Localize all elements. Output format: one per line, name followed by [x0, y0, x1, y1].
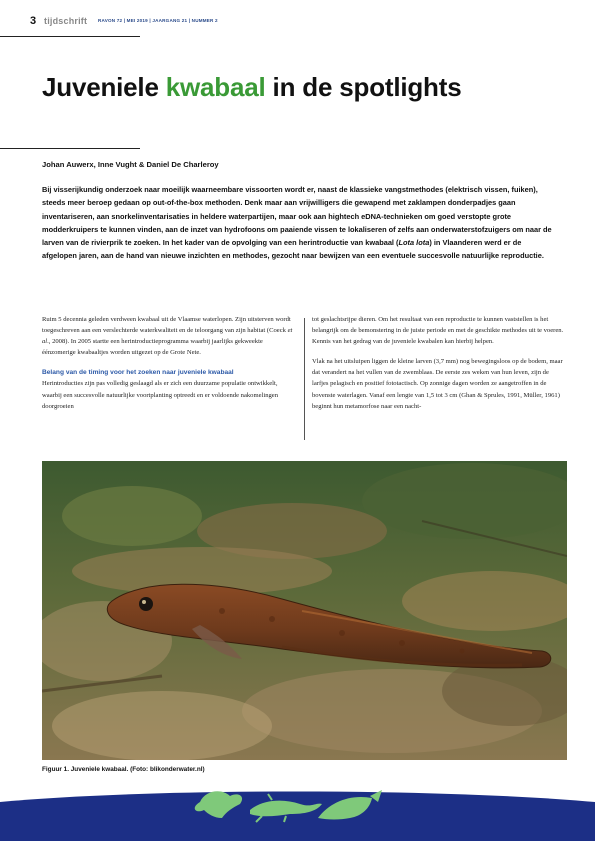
footer-wave — [0, 788, 595, 841]
body-column-2 — [312, 314, 564, 421]
title-part-1: Juveniele — [42, 72, 166, 102]
section-subheading: Belang van de timing voor het zoeken naar juveniele kwabaal — [42, 369, 234, 377]
figure-caption: Figuur 1. Juveniele kwabaal. (Foto: blikonderwater.nl) — [42, 766, 205, 773]
col1-paragraph-1 — [42, 314, 294, 358]
intro-latin-name: Lota lota — [398, 238, 430, 248]
col1-paragraph-2: Herintroducties zijn pas volledig geslaagd als er zich een duurzame populatie ontwikkelt, waarbij een succesvolle natuurlijke voortplanting optreedt en er voldoende nakomelingen doorgroeien — [42, 380, 279, 410]
column-divider — [304, 318, 305, 440]
issue-line: RAVON 72 | MEI 2019 | JAARGANG 21 | NUMMER 2 — [98, 18, 218, 23]
magazine-name: tijdschrift — [44, 16, 88, 26]
intro-text-a: Bij visserijkundig onderzoek naar moeilijk waarneembare vissoorten wordt er, naast de klassieke vangstmethodes (elektrisch vissen, fuiken), steeds meer beroep gedaan op out-of-the-box methoden. Denk maar aan vrijwilligers die gewapend met zaklampen donderpadjes gaan inventariseren, aan snorkelinventarisaties in heldere waterpartijen, maar ook aan hightech eDNA-technieken om goed verstopte grote modderkruipers te kunnen vinden, aan de inzet van hydrofoons om paaiende vissen te lokaliseren of zelfs aan onderwaterstofzuigers om naar de larven van de rivierprik te zoeken. In het kader van de opvolging van een herintroductie van kwabaal ( — [42, 185, 552, 248]
authors: Johan Auwerx, Inne Vught & Daniel De Charleroy — [42, 160, 219, 169]
title-part-3: in de spotlights — [265, 72, 462, 102]
article-title — [42, 72, 461, 103]
page-number: 3 — [30, 15, 37, 27]
title-rule — [0, 148, 140, 149]
title-highlight: kwabaal — [165, 72, 266, 102]
col1-p1-text-a: Ruim 5 decennia geleden verdween kwabaal uit de Vlaamse waterlopen. Zijn uitsterven wordt toegeschreven aan een verslechterde waterkwaliteit en de teloorgang van zijn habitat (Coeck — [42, 316, 291, 335]
intro-text-b: ) in Vlaanderen werd er de afgelopen jaren, aan de hand van nieuwe inzichten en methodes, gezocht naar bewijzen van een eventuele succesvolle natuurlijke reproductie. — [42, 238, 544, 261]
col2-paragraph-2: Vlak na het uitsluipen liggen de kleine larven (3,7 mm) nog bewegingsloos op de bodem, maar dat verandert na het vullen van de zwemblaas. De eerste zes weken van hun leven, zijn de larfjes pelagisch en positief fototactisch. Op zonnige dagen worden ze aangetroffen in de bovenste waterlagen. Vanaf een lengte van 1,5 tot 3 cm (Ghan & Sprules, 1991, Müller, 1961) beginnt hun metamorfose naar een nacht- — [312, 358, 563, 410]
col1-etal: et al — [42, 327, 293, 346]
intro-paragraph — [42, 183, 554, 263]
col2-paragraph-1: tot geslachtsrijpe dieren. Om het resultaat van een reproductie te kunnen vaststellen is het belangrijk om de bemonstering in de juiste periode en met de geschikte methodes uit te voeren. Kennis van het gedrag van de juveniele kwabalen kan hierbij helpen. — [312, 316, 564, 346]
col1-p1-text-b: ., 2008). In 2005 startte een herintroductieprogramma waarbij jaarlijks gekweekte éénzomerige kwabaaltjes worden uitgezet op de Grote Nete. — [42, 338, 263, 357]
header-rule — [0, 36, 140, 37]
kwabaal-photo — [42, 461, 567, 760]
body-column-1 — [42, 314, 294, 421]
